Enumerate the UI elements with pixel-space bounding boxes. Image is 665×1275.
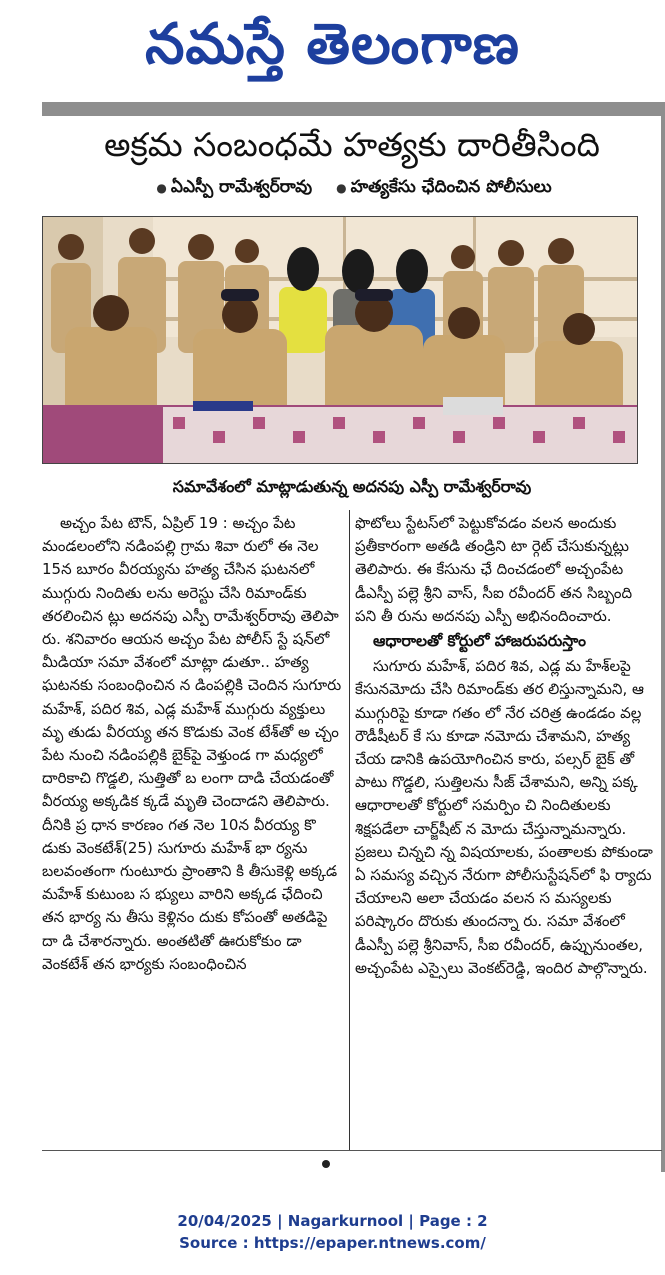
left-column-text: అచ్చం పేట టౌన్‌, ఏప్రిల్‌ 19 : అచ్చం పేట మండలంలోని నడింపల్లి గ్రామ శివా రులో ఈ నెల 15న బూరం వీరయ్యను హత్య చేసిన ఘటనలో ముగ్గురు నిందితు లను అరెస్టు చేసి రిమాండ్‌కు తరలించిన ట్లు అదనపు ఎస్పీ రామేశ్వర్‌రావు తెలిపా రు. శనివారం ఆయన అచ్చం పేట పోలీస్‌ స్టే షన్‌లో మీడియా సమా వేశంలో మాట్లా డుతూ.. హత్య ఘటనకు సంబంధించిన న డింపల్లికి చెందిన సుగూరు మహేశ్‌, పదిర శివ, ఎడ్ల మహేశ్‌ ముగ్గురు వ్యక్తులు మృ తుడు వీరయ్య తన కొడుకు వెంక టేశ్‌తో అ చ్చం పేట నుంచి నడింపల్లికి బైక్‌పై వెళ్తుండ గా మధ్యలో దారికాచి గొడ్డలి, సుత్తితో బ లంగా దాడి చేయడంతో వీరయ్య అక్కడిక క్కడే మృతి చెందాడని తెలిపారు. దీనికి ప్ర ధాన కారణం గత నెల 10న వీరయ్య కొ డుకు వెంకటేశ్‌(25) సుగూరు మహేశ్‌ భా ర్యను బలవంతంగా గుంటూరు ప్రాంతాని కి తీసుకెళ్లి అక్కడ మహేశ్‌ కుటుంబ స భ్యులు వారిని అక్కడ ఛేదించి తన భార్య ను తీసు కెళ్లినం దుకు కోపంతో అతడిపై దా డి చేశారన్నారు. అంతటితో ఊరుకోకుం డా వెంకటేశ్‌ తన భార్యకు సంబంధించిన — [42, 514, 342, 973]
deck-item-2: హత్యకేసు ఛేదించిన పోలీసులు — [350, 177, 552, 197]
bullet-icon: ● — [156, 181, 167, 195]
right-column-body: సుగూరు మహేశ్‌, పదిర శివ, ఎడ్ల మ హేశ్‌లపై కేసునమోదు చేసి రిమాండ్‌కు తర లిస్తున్నామని, ఆ ముగ్గురిపై కూడా గతం లో నేర చరిత్ర ఉండడం వల్ల రౌడీషీటర్‌ కే సు కూడా నమోదు చేశామని, హత్య చేయ డానికి ఉపయోగించిన కారు, పల్సర్‌ బైక్‌ తో పాటు గొడ్డలి, సుత్తిలను సీజ్‌ చేశామని, అన్ని పక్క ఆధారాలతో కోర్టులో సమర్పిం చి నిందితులకు శిక్షపడేలా చార్జ్‌షీట్‌ న మోదు చేస్తున్నామన్నారు. ప్రజలు చిన్నచి న్న విషయాలకు, పంతాలకు పోకుండా ఏ సమస్య వచ్చిన నేరుగా పోలీసుస్టేషన్‌లో ఫి ర్యాదు చేయాలని అలా చేయడం వలన స మస్యలకు పరిష్కారం దొరుకు తుందన్నా రు. సమా వేశంలో డీఎస్పీ పల్లె శ్రీనివాస్‌, సీఐ రవీందర్‌, ఉప్పునుంతల, అచ్చంపేట ఎస్సైలు వెంకట్‌రెడ్డి, ఇందిర పాల్గొన్నారు. — [355, 657, 653, 977]
article-headline: అక్రమ సంబంధమే హత్యకు దారితీసింది — [104, 125, 600, 164]
photo-caption: సమావేశంలో మాట్లాడుతున్న అదనపు ఎస్పీ రామేశ్వర్‌రావు — [172, 477, 532, 496]
article-column-right — [355, 512, 655, 980]
footer-source: Source : https://epaper.ntnews.com/ — [179, 1234, 486, 1252]
clipping-top-border — [42, 102, 665, 116]
article-photo — [42, 216, 638, 464]
masthead-title: నమస్తే తెలంగాణ — [145, 12, 520, 77]
article-subheading: ఆధారాలతో కోర్టులో హాజరుపరుస్తాం — [373, 632, 586, 651]
right-column-intro: ఫొటోలు స్టేటస్‌లో పెట్టుకోవడం వలన అందుకు ప్రతీకారంగా అతడి తండ్రిని టా ర్గెట్‌ చేసుకున్నట్లు తెలిపారు. ఈ కేసును ఛే దించడంలో అచ్చంపేట డీఎస్పీ పల్లె శ్రీని వాస్‌, సీఐ రవీందర్‌ తన సిబ్బంది పని తీ రును అదనపు ఎస్పీ అభినందించారు. — [355, 514, 633, 625]
clipping-right-border — [661, 102, 665, 1172]
cut-mark-icon — [322, 1160, 330, 1168]
footer-date-edition: 20/04/2025 | Nagarkurnool | Page : 2 — [177, 1212, 488, 1230]
bullet-icon: ● — [336, 181, 347, 195]
deck-item-1: ఏఎస్పీ రామేశ్వర్‌రావు — [170, 177, 313, 197]
column-divider — [349, 510, 350, 1150]
clipping-bottom-border — [42, 1150, 662, 1151]
article-column-left — [42, 512, 344, 976]
article-deck — [42, 172, 662, 202]
